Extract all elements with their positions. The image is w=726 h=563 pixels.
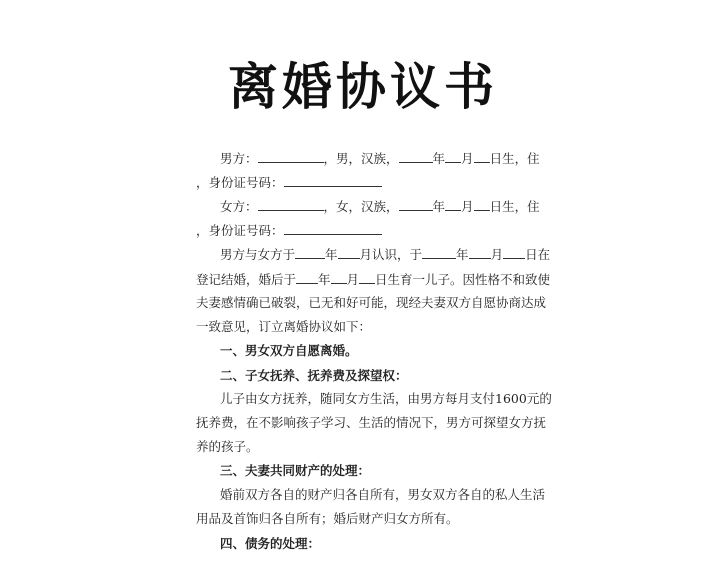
husband-id-label: ，身份证号码：: [196, 175, 284, 190]
marriage-year-blank: [422, 246, 456, 259]
husband-label: 男方：: [220, 151, 258, 166]
husband-year-label: 年: [432, 151, 446, 166]
intro-line-2: [196, 271, 550, 288]
husband-month-label: 月: [461, 151, 474, 166]
wife-label: 女方：: [220, 199, 258, 214]
section-3-line-1: 婚前双方各自的财产归各自所有，男女双方各自的私人生活: [220, 487, 546, 502]
wife-born-text: 日生，住: [489, 199, 540, 214]
document-title: 离婚协议书: [228, 57, 498, 116]
section-3-heading: 三、夫妻共同财产的处理：: [220, 463, 371, 478]
intro-month2: 月: [490, 247, 504, 262]
intro-line-1: [220, 246, 550, 263]
intro-l2-rest: 日生育一儿子。因性格不和致使: [375, 272, 551, 287]
wife-birth-day-blank: [474, 198, 490, 211]
intro-year: 年: [325, 247, 338, 262]
wife-id-label: ，身份证号码：: [196, 223, 284, 238]
wife-name-blank: [258, 198, 324, 211]
wife-id-line: [196, 222, 382, 239]
section-2-heading: 二、子女抚养、抚养费及探望权：: [220, 368, 408, 383]
intro-l2-a: 登记结婚，婚后于: [196, 272, 297, 287]
marriage-month-blank: [469, 246, 491, 259]
husband-id-line: [196, 174, 382, 191]
met-year-blank: [295, 246, 325, 259]
wife-birth-year-blank: [399, 198, 433, 211]
wife-year-label: 年: [432, 199, 446, 214]
husband-id-blank: [284, 174, 382, 187]
husband-text: ，男，汉族，: [323, 151, 399, 166]
child-day-blank: [359, 271, 375, 284]
intro-text-a: 男方与女方于: [220, 247, 296, 262]
section-2-line-3: 养的孩子。: [196, 439, 259, 454]
husband-born-text: 日生，住: [489, 151, 540, 166]
wife-line: [220, 198, 540, 215]
section-4-heading: 四、债务的处理：: [220, 536, 321, 551]
husband-birth-year-blank: [399, 150, 433, 163]
section-2-line-2: 抚养费，在不影响孩子学习、生活的情况下，男方可探望女方抚: [196, 415, 547, 430]
wife-birth-month-blank: [445, 198, 461, 211]
wife-id-blank: [284, 222, 382, 235]
intro-day-at: 日在: [525, 247, 551, 262]
section-3-line-2: 用品及首饰归各自所有；婚后财产归女方所有。: [196, 511, 459, 526]
husband-birth-day-blank: [474, 150, 490, 163]
intro-year2: 年: [456, 247, 469, 262]
met-month-blank: [338, 246, 360, 259]
child-year-blank: [296, 271, 318, 284]
intro-met: 月认识，于: [359, 247, 423, 262]
intro-l2-year: 年: [318, 272, 331, 287]
wife-month-label: 月: [461, 199, 474, 214]
husband-name-blank: [258, 150, 324, 163]
child-month-blank: [331, 271, 347, 284]
intro-line-3: 夫妻感情确已破裂，已无和好可能，现经夫妻双方自愿协商达成: [196, 295, 547, 310]
section-1-heading: 一、男女双方自愿离婚。: [220, 343, 358, 358]
marriage-day-blank: [503, 246, 525, 259]
husband-birth-month-blank: [445, 150, 461, 163]
intro-l2-month: 月: [346, 272, 360, 287]
wife-text: ，女，汉族，: [323, 199, 399, 214]
section-2-line-1: 儿子由女方抚养，随同女方生活，由男方每月支付1600元的: [220, 391, 552, 406]
husband-line: [220, 150, 540, 167]
intro-line-4: 一致意见，订立离婚协议如下：: [196, 319, 372, 334]
